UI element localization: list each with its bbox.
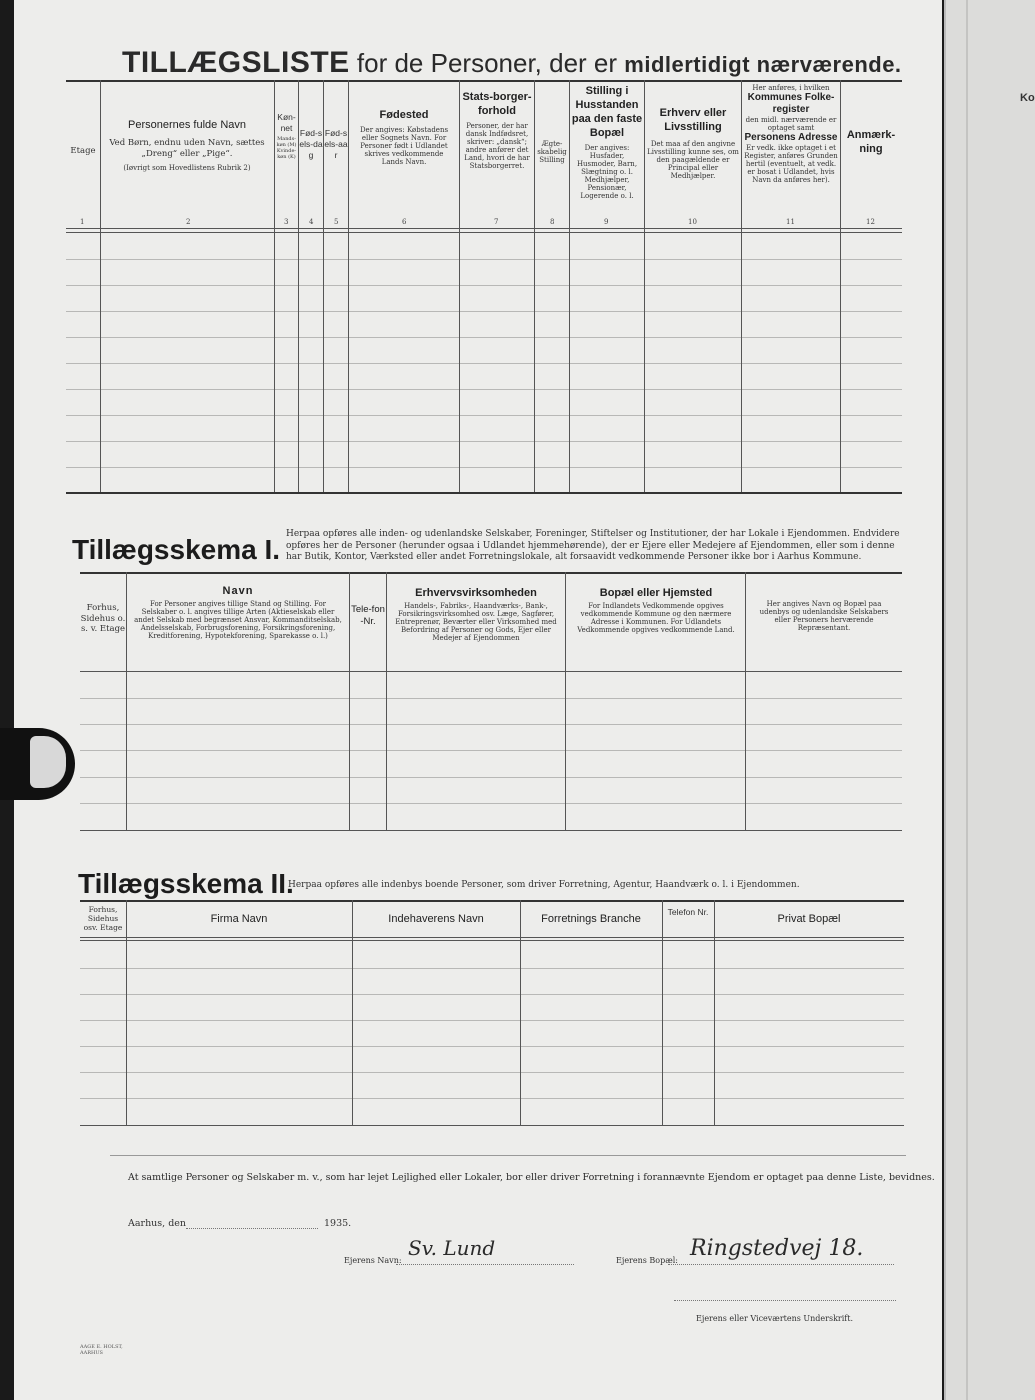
- skema1-intro: Herpaa opføres alle inden- og udenlandske Selskaber, Foreninger, Stiftelser og Institutioner, der har Lokale i Ejendommen. Endvidere opføres her de Personer (herunder ogsaa i Udlandet hjemmehørende), der er Ejere eller Medejere af Ejendommen, eller som i denne har Butik, Kontor, Værksted eller andet Forretningslokale, alt forsaavidt vedkommende Personer ikke bor i Aarhus Kommune.: [286, 529, 900, 562]
- col-num: 2: [186, 218, 191, 226]
- footer-year: 1935.: [324, 1218, 352, 1229]
- title-bold: TILLÆGSLISTE: [122, 46, 350, 79]
- skema2-intro: Herpaa opføres alle indenbys boende Personer, som driver Forretning, Agentur, Haandværk o. l. i Ejendommen.: [288, 880, 800, 890]
- s1-col-navn: Navn For Personer angives tillige Stand og Stilling. For Selskaber o. l. angives tillige Arten (Aktieselskab eller andet Selskab med begrænset Ansvar, Kommanditselskab, Andelsselskab, Forbrugsforening, Forsikringsforening, Kreditforening, Hypotekforening, Sparekasse o. l.): [134, 585, 342, 640]
- s2-col-privat-bopael: Privat Bopæl: [777, 913, 841, 925]
- s1-col-erhverv: Erhvervsvirksomheden Handels-, Fabriks-, Haandværks-, Bank-, Forsikringsvirksomhed osv. Læge, Sagfører, Entreprenør, Beværter eller Virksomhed med Befordring af Personer og Gods, Ejer eller Medejer af Ejendommen: [395, 587, 557, 642]
- s1-col-repraesentant: Her angives Navn og Bopæl paa udenbys og udenlandske Selskabers eller Personers herværende Repræsentant.: [759, 600, 889, 632]
- s2-col-telefon: Telefon Nr.: [667, 907, 709, 917]
- owner-name-handwritten: Sv. Lund: [408, 1236, 496, 1260]
- signature-caption: Ejerens eller Viceværtens Underskrift.: [696, 1314, 854, 1323]
- col-erhverv: Erhverv eller Livsstilling Det maa af den angivne Livsstilling kunne ses, om den paagældende er Principal eller Medhjælper.: [647, 107, 739, 180]
- owner-address-label: Ejerens Bopæl:: [616, 1256, 679, 1265]
- col-num: 11: [786, 218, 795, 226]
- title-rest: for de Personer, der er: [356, 48, 618, 78]
- col-num: 8: [550, 218, 555, 226]
- col-statsborger: Stats-borger-forhold Personer, der har dansk Indfødsret, skriver: „dansk“; andre anfører det Land, hvori de har Statsborgerret.: [462, 91, 532, 170]
- footer-place: Aarhus, den: [128, 1218, 187, 1229]
- col-stilling: Stilling i Husstanden paa den faste Bopæl Der angives: Husfader, Husmoder, Barn, Slægtning o. l. Medhjælper, Pensionær, Logerende o. l.: [571, 85, 643, 200]
- title-bold2: midlertidigt nærværende.: [624, 52, 902, 77]
- col-folkeregister: Her anføres, i hvilken Kommunes Folke-register den midl. nærværende er optaget samt Personens Adresse Er vedk. ikke optaget i et Register, anføres Grunden hertil (eventuelt, at vedk. er bosat i Udlandet, hvis Navn da anføres her).: [744, 84, 838, 184]
- col-foedselsdag: Fød-sels-dag: [299, 128, 323, 160]
- col-num: 12: [866, 218, 875, 226]
- col-num: 4: [309, 218, 314, 226]
- adjacent-page-text: Ko: [1020, 92, 1035, 104]
- col-num: 9: [604, 218, 609, 226]
- col-num: 7: [494, 218, 499, 226]
- col-anmaerkning: Anmærk-ning: [846, 129, 896, 155]
- col-num: 6: [402, 218, 407, 226]
- col-num: 1: [80, 218, 85, 226]
- s2-col-firma: Firma Navn: [210, 913, 268, 925]
- owner-address-handwritten: Ringstedvej 18.: [690, 1236, 864, 1261]
- col-foedselsaar: Fød-sels-aar: [324, 128, 348, 160]
- footer-statement: At samtlige Personer og Selskaber m. v., som har lejet Lejlighed eller Lokaler, bor eller driver Forretning i forannævnte Ejendom er optaget paa denne Liste, bevidnes.: [128, 1172, 935, 1183]
- owner-name-label: Ejerens Navn:: [344, 1256, 402, 1265]
- s2-col-etage: Forhus, Sidehus osv. Etage: [83, 905, 123, 932]
- thumb-icon: [0, 728, 75, 800]
- col-etage: Etage: [70, 146, 96, 156]
- col-koen: Køn-net Mands-køn (M) Kvinde-køn (K): [276, 112, 297, 160]
- col-num: 3: [284, 218, 289, 226]
- skema1-title: Tillægsskema I.: [72, 534, 281, 565]
- col-foedested: Fødested Der angives: Købstadens eller Sognets Navn. For Personer født i Udlandet skrives vedkommende Lands Navn.: [359, 109, 449, 166]
- tillaegsliste-title: [122, 46, 902, 80]
- s2-col-branche: Forretnings Branche: [541, 913, 641, 925]
- col-navn: Personernes fulde Navn Ved Børn, endnu uden Navn, sættes „Dreng“ eller „Pige“. (Iøvrigt som Hovedlistens Rubrik 2): [109, 119, 265, 172]
- s1-col-bopael: Bopæl eller Hjemsted For Indlandets Vedkommende opgives vedkommende Kommune og den nærmere Adresse i Kommunen. For Udlandets Vedkommende opgives vedkommende Land.: [577, 587, 735, 634]
- s1-col-telefon: Tele-fon-Nr.: [351, 604, 385, 627]
- skema2-title: Tillægsskema II.: [78, 868, 294, 899]
- adjacent-page-edge: [944, 0, 1035, 1400]
- col-aegteskabelig: Ægte-skabelig Stilling: [537, 140, 567, 164]
- printer-mark: AAGE E. HOLST, AARHUS: [80, 1344, 123, 1356]
- col-num: 5: [334, 218, 339, 226]
- s2-col-indehaver: Indehaverens Navn: [388, 913, 484, 925]
- col-num: 10: [688, 218, 697, 226]
- s1-col-etage: Forhus, Sidehus o. s. v. Etage: [80, 603, 126, 634]
- form-page: [14, 0, 942, 1400]
